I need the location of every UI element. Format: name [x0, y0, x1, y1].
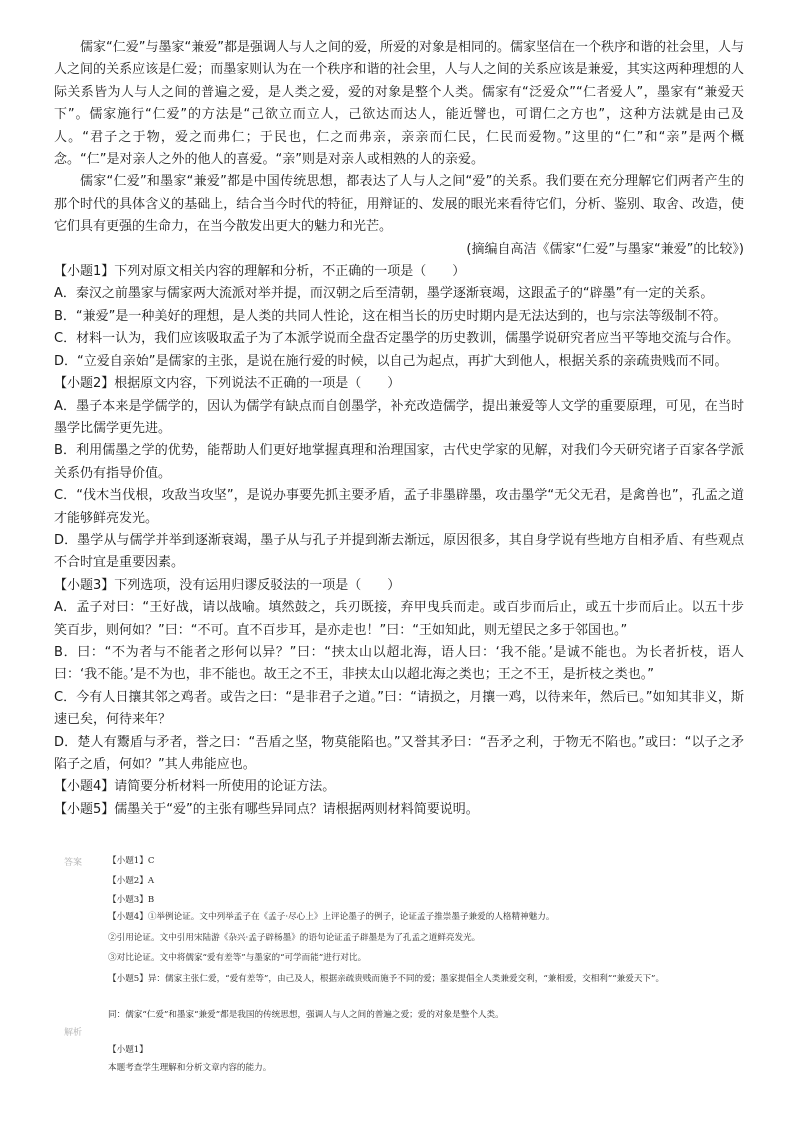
question-3 [54, 575, 744, 777]
option-b: B．曰：“不为者与不能者之形何以异？”曰：“挟太山以超北海，语人曰：‘我不能。’是诚不能也。为长者折枝，语人曰：‘我不能。’是不为也，非不能也。故王之不王，非挟太山以超北海之类也；王之不王，是折枝之类也。” [54, 644, 744, 683]
analysis-line: 【小题1】 [108, 1045, 148, 1055]
option-b: B．利用儒墨之学的优势，能帮助人们更好地掌握真理和治理国家，古代史学家的见解，对我们今天研究诸子百家各学派关系仍有指导价值。 [54, 443, 744, 481]
analysis-line: 本题考查学生理解和分析文章内容的能力。 [108, 1063, 272, 1073]
option-c: C．材料一认为，我们应该吸取孟子为了本派学说而全盘否定墨学的历史教训，儒墨学说研究者应当平等地交流与合作。 [54, 331, 740, 347]
option-c: C．“伐木当伐根，攻敌当攻坚”，是说办事要先抓主要矛盾，孟子非墨辟墨，攻击墨学“无父无君，是禽兽也”，孔孟之道才能够鲜亮发光。 [54, 488, 744, 526]
passage-source: (摘编自高洁《儒家“仁爱”与墨家“兼爱”的比较》) [466, 241, 744, 257]
question-5: 【小题5】儒墨关于“爱”的主张有哪些异同点？请根据两则材料简要说明。 [54, 801, 479, 817]
answer-line: 同：儒家“仁爱”和墨家“兼爱”都是我国的传统思想，强调人与人之间的普遍之爱；爱的对象是整个人类。 [108, 1010, 504, 1020]
answer-label: 答案 [64, 858, 83, 868]
option-b: B．“兼爱”是一种美好的理想，是人类的共同人性论，这在相当长的历史时期内是无法达到的，也与宗法等级制不符。 [54, 308, 727, 324]
option-d: D．“立爱自亲始”是儒家的主张，是说在施行爱的时候，以自己为起点，再扩大到他人，根据关系的亲疏贵贱而不同。 [54, 353, 728, 369]
answer-line: 【小题5】异：儒家主张仁爱，“爱有差等”，由己及人，根据亲疏贵贱而施予不同的爱；墨家提倡全人类兼爱交利，“兼相爱，交相利”“兼爱天下”。 [108, 974, 665, 984]
answer-line: ②引用论证。文中引用宋陆游《杂兴·孟子辟杨墨》的语句论证孟子辟墨是为了孔孟之道鲜亮发光。 [108, 933, 481, 943]
answer-line: ③对比论证。文中将儒家“爱有差等”与墨家的“可学而能”进行对比。 [108, 953, 367, 963]
option-d: D．楚人有鬻盾与矛者，誉之曰：“吾盾之坚，物莫能陷也。”又誉其矛曰：“吾矛之利，于物无不陷也。”或曰：“以子之矛陷子之盾，何如？”其人弗能应也。 [54, 734, 744, 772]
option-a: A．秦汉之前墨家与儒家两大流派对举并提，而汉朝之后至清朝，墨学逐渐衰竭，这跟孟子的“辟墨”有一定的关系。 [54, 286, 714, 302]
passage-paragraph-1: 儒家“仁爱”与墨家“兼爱”都是强调人与人之间的爱，所爱的对象是相同的。儒家坚信在一个秩序和谐的社会里，人与人之间的关系应该是仁爱；而墨家则认为在一个秩序和谐的社会里，人与人之间的关系应该是兼爱，其实这两种理想的人际关系皆为人与人之间的普遍之爱，是人类之爱，爱的对象是整个人类。儒家有“泛爱众”“仁者爱人”，墨家有“兼爱天下”。儒家施行“仁爱”的方法是“己欲立而立人，己欲达而达人，能近譬也，可谓仁之方也”，这种方法就是由己及人。“君子之于物，爱之而弗仁；于民也，仁之而弗亲，亲亲而仁民，仁民而爱物。”这里的“仁”和“亲”是两个概念。“仁”是对亲人之外的他人的喜爱。“亲”则是对亲人或相熟的人的亲爱。 [54, 40, 744, 168]
answer-line: 【小题2】A [108, 876, 155, 886]
article-body [54, 37, 744, 821]
passage-paragraph-2: 儒家“仁爱”和墨家“兼爱”都是中国传统思想，都表达了人与人之间“爱”的关系。我们要在充分理解它们两者产生的那个时代的具体含义的基础上，结合当今时代的特征，用辩证的、发展的眼光来看待它们，分析、鉴别、取舍、改造，使它们具有更强的生命力，在当今散发出更大的魅力和光芒。 [54, 174, 744, 235]
option-a: A．墨子本来是学儒学的，因认为儒学有缺点而自创墨学，补充改造儒学，提出兼爱等人文学的重要原理，可见，在当时墨学比儒学更先进。 [54, 398, 744, 436]
analysis-label: 解析 [64, 1028, 83, 1038]
answer-line: 【小题4】①举例论证。文中列举孟子在《孟子·尽心上》上评论墨子的例子，论证孟子推崇墨子兼爱的人格精神魅力。 [108, 912, 555, 922]
option-c: C．今有人日攘其邻之鸡者。或告之曰：“是非君子之道。”曰：“请损之，月攘一鸡，以待来年，然后已。”如知其非义，斯速已矣，何待来年？ [54, 689, 744, 728]
question-2 [54, 373, 744, 575]
answer-line: 【小题3】B [108, 895, 155, 905]
question-stem: 【小题3】下列选项，没有运用归谬反驳法的一项是（ ） [54, 577, 401, 593]
option-a: A．孟子对曰：“王好战，请以战喻。填然鼓之，兵刃既接，弃甲曳兵而走。或百步而后止，或五十步而后止。以五十步笑百步，则何如？”曰：“不可。直不百步耳，是亦走也！”曰：“王如知此，则无望民之多于邻国也。” [54, 600, 744, 638]
question-stem: 【小题1】下列对原文相关内容的理解和分析，不正确的一项是（ ） [54, 264, 466, 280]
question-1 [54, 261, 744, 373]
question-4: 【小题4】请简要分析材料一所使用的论证方法。 [54, 779, 336, 795]
answer-line: 【小题1】C [108, 856, 155, 866]
option-d: D．墨学从与儒学并举到逐渐衰竭，墨子从与孔子并提到渐去渐远，原因很多，其自身学说有些地方自相矛盾、有些观点不合时宜是重要因素。 [54, 532, 744, 571]
question-stem: 【小题2】根据原文内容，下列说法不正确的一项是（ ） [54, 376, 401, 392]
